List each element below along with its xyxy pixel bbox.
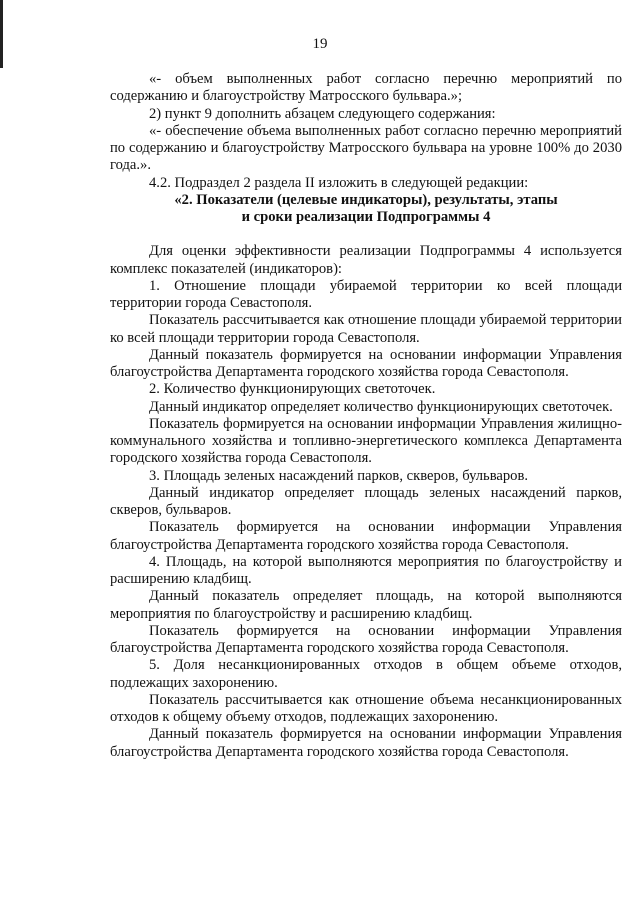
paragraph: 2. Количество функционирующих светоточек. (149, 381, 436, 398)
paragraph: Данный показатель формируется на основании информации Управления благоустройства Департамента городского хозяйства города Севастополя. (110, 726, 622, 760)
paragraph: Данный индикатор определяет площадь зеленых насаждений парков, скверов, бульваров. (110, 484, 622, 518)
section-heading-line-2: и сроки реализации Подпрограммы 4 (241, 209, 491, 225)
paragraph: Данный показатель формируется на основании информации Управления благоустройства Департамента городского хозяйства города Севастополя. (110, 346, 622, 380)
paragraph: Данный индикатор определяет количество функционирующих светоточек. (149, 398, 613, 415)
section-heading-line-1: «2. Показатели (целевые индикаторы), результаты, этапы (174, 191, 558, 208)
paragraph: Показатель формируется на основании информации Управления благоустройства Департамента городского хозяйства города Севастополя. (110, 519, 622, 553)
paragraph: 5. Доля несанкционированных отходов в общем объеме отходов, подлежащих захоронению. (110, 657, 622, 691)
document-body (110, 71, 622, 761)
paragraph: Для оценки эффективности реализации Подпрограммы 4 используется комплекс показателей (индикаторов): (110, 243, 622, 277)
paragraph: 3. Площадь зеленых насаждений парков, скверов, бульваров. (149, 467, 529, 484)
paragraph: Показатель рассчитывается как отношение площади убираемой территории ко всей площади территории города Севастополя. (110, 312, 622, 346)
paragraph: 1. Отношение площади убираемой территории ко всей площади территории города Севастополя. (110, 277, 622, 311)
paragraph: 4.2. Подраздел 2 раздела II изложить в следующей редакции: (149, 174, 529, 191)
paragraph: 2) пункт 9 дополнить абзацем следующего содержания: (149, 105, 496, 122)
paragraph: Показатель формируется на основании информации Управления благоустройства Департамента городского хозяйства города Севастополя. (110, 622, 622, 656)
paragraph: 4. Площадь, на которой выполняются мероприятия по благоустройству и расширению кладбищ. (110, 553, 622, 587)
paragraph: Показатель рассчитывается как отношение объема несанкционированных отходов к общему объему отходов, подлежащих захоронению. (110, 691, 622, 725)
paragraph: «- объем выполненных работ согласно перечню мероприятий по содержанию и благоустройству Матросского бульвара.»; (110, 71, 622, 105)
paragraph: «- обеспечение объема выполненных работ согласно перечню мероприятий по содержанию и благоустройству Матросского бульвара на уровне 100% до 2030 года.». (110, 122, 622, 174)
paragraph: Данный показатель определяет площадь, на которой выполняются мероприятия по благоустройству и расширению кладбищ. (110, 588, 622, 622)
page-number: 19 (312, 36, 328, 52)
paragraph: Показатель формируется на основании информации Управления жилищно-коммунального хозяйства и топливно-энергетического комплекса Департамента городского хозяйства города Севастополя. (110, 415, 622, 467)
scan-edge-mark (0, 0, 3, 68)
